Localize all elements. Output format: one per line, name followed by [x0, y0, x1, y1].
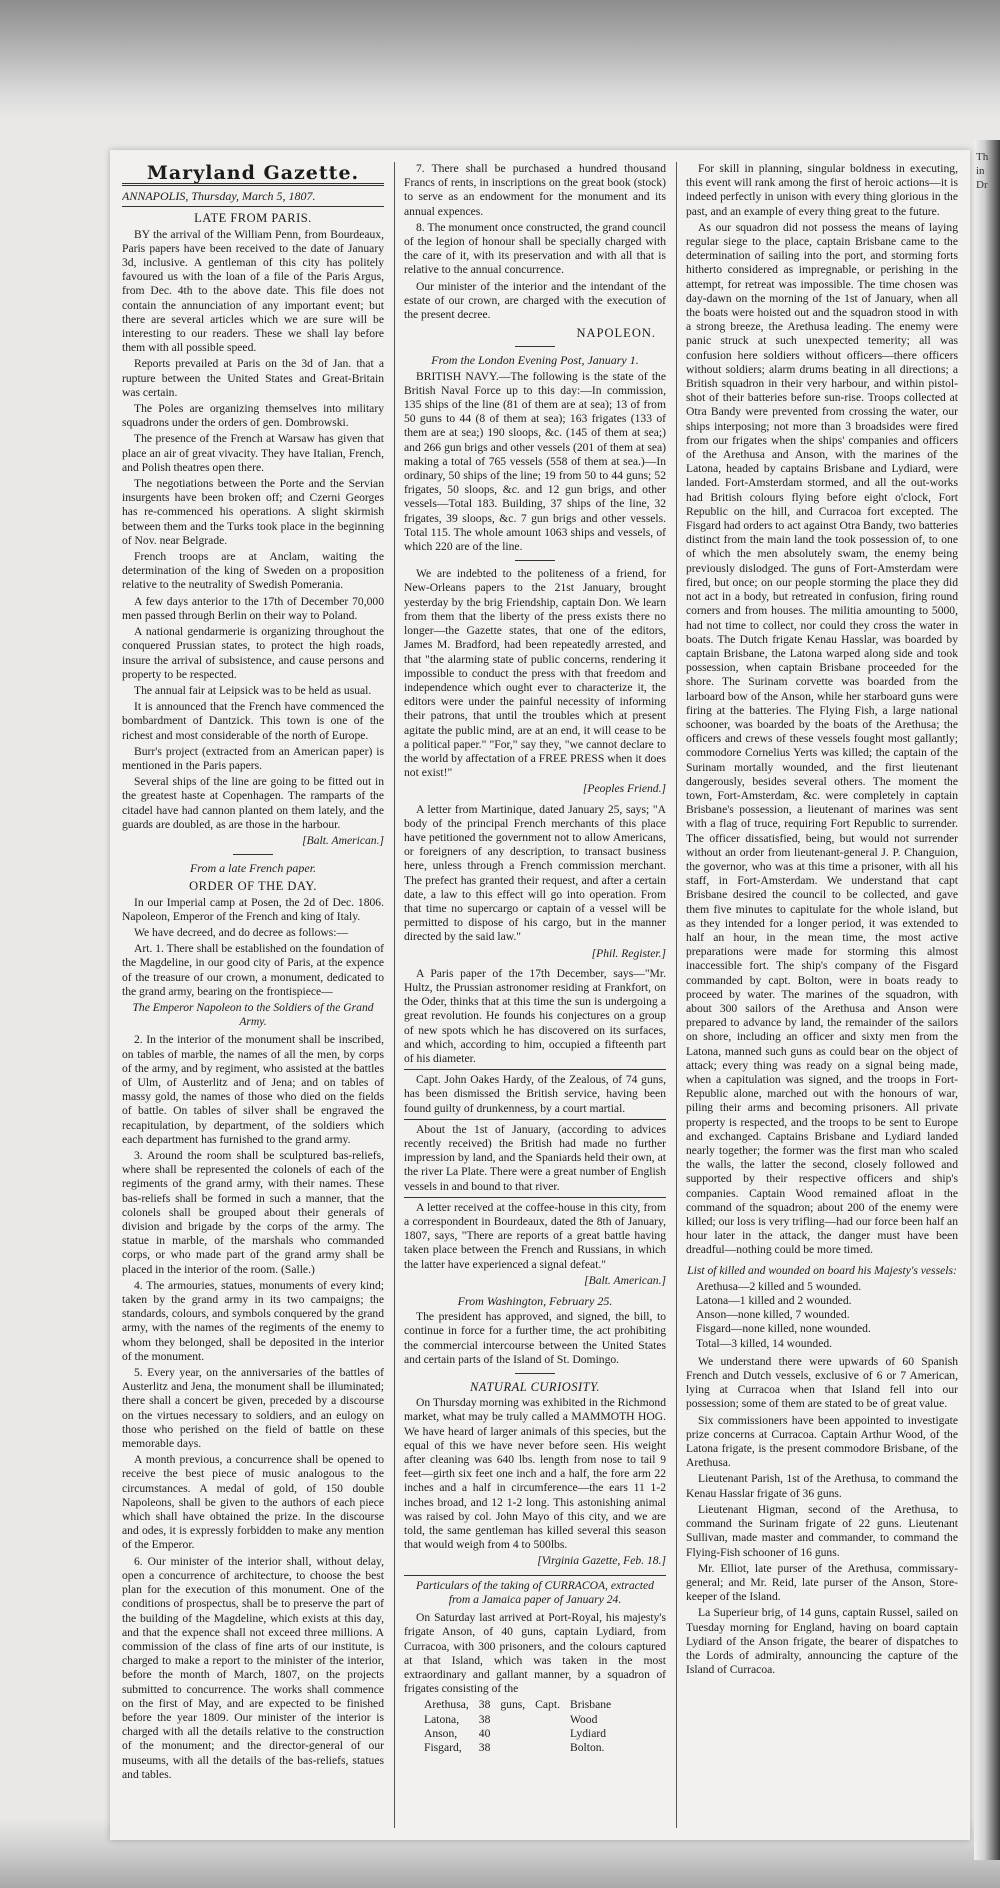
- ship-capt: Brisbane: [569, 1698, 612, 1712]
- paragraph: French troops are at Anclam, waiting the determination of the king of Sweden on a proposition relative to the neutrality of Swedish Pomerania.: [122, 550, 384, 592]
- source-phil-register: [Phil. Register.]: [591, 946, 666, 960]
- paragraph: As our squadron did not possess the means of laying regular siege to the place, captain Brisbane came to the determination of sailing into the port, and storming forts hitherto considered as impregnable, or perishing in the attempt, for retreat was impossible. The time chosen was day-dawn on the morning of the 1st of January, when all the boats were hoisted out and the squadron stood in with a strong breeze, the Arethusa leading. The enemy were panic struck at such unexpected temerity; all was confusion here soldiers without officers—there officers without soldiers; alarm drums beating in all directions; a British squadron in their very harbour, and within pistol-shot of their batteries before sun-rise. Troops collected at Otra Bandy were prevented from crossing the water, our ships interposing; not more than 3 broadsides were fired from our frigates when the ships' companies and officers of the Arethusa and Anson, with the marines of the Latona, headed by captains Brisbane and Lydiard, were landed. Fort-Amsterdam stormed, and all the out-works had British colours flying before eight o'clock, Fort Republic on the hill, and Curracoa fort excepted. The Fisgard had orders to act against Otra Bandy, two batteries distinct from the main land the took possession of, to one of which the men absolutely swam, the enemy being previously dislodged. The guns of Fort-Amsterdam were fired, but once; on our people storming the place they did not act in a body, but retreated in confusion, firing round corners and from houses. The militia amounting to 5000, had not time to collect, nor could they cross the water in boats. The Dutch frigate Kenau Hasslar, was boarded by captain Brisbane, the Latona warped along side and took possession, when captain Brisbane proceeded for the shore. The Surinam corvette was boarded from the larboard bow of the Anson, while her starboard guns were firing at the batteries. The Flying Fish, a large national schooner, was boarded by the boats of the Arethusa; the officers and crews of these vessels fought most gallantly; commodore Cornelius Yerts was killed; the captain of the Surinam mortally wounded, and the first lieutenant dangerously, besides several others. The moment the town, Fort-Amsterdam, &c. were completely in captain Brisbane's possession, a lieutenant of marines was sent with a flag of truce, requiring Fort Republic to surrender. The officer dissatisfied, being, but would not surrender without an order from lieutenant-general J. P. Changuion, the governor, who was at this time a prisoner, with all his staff, in Fort-Amsterdam. We understand that capt Brisbane desired the council to be collected, and gave them five minutes to capitulate for the whole island, but as they intended for a longer period, it was extended to half an hour, in the mean time, the most active preparations were made for storming this almost inaccessible fort. The ship's company of the Fisgard commanded by capt. Bolton, were in boats ready to proceed by water. The marines of the squadron, with about 300 sailors of the Arethusa and Anson were prepared to advance by land, the remainder of the sailors on shore, including an officer and sixty men from the Latona, manned such guns as could bear on the object of attack; every thing was ready on a signal being made, when a capitulation was signed, and the troops in Fort-Republic alone, marched out with the honours of war, piling their arms and becoming prisoners. All private property is respected, and the troops to be sent to Europe and exchanged. Captains Brisbane and Lydiard landed nearly together; the former was the first man who scaled the walls, the latter the second, closely followed and supported by their respective officers and ship's companies. Captain Wood remained afloat in the command of the squadron; about 200 of the enemy were killed; our loss is very trifling—had our force been half an hour later in the attack, the danger must have been dreadful—nothing could be more timed.: [686, 220, 958, 1257]
- paragraph: The Poles are organizing themselves into military squadrons under the orders of gen. Dombrowski.: [122, 402, 384, 430]
- ship-name: Anson,: [424, 1726, 458, 1740]
- paragraph: 2. In the interior of the monument shall be inscribed, on tables of marble, the names of all the men, by corps of the army, and by regiment, who assisted at the battles of Ulm, of Austerlitz and of Jena; and on tables of massy gold, the names of those who died on the fields of battle. On tables of silver shall be engraved the recapitulation, by department, of the soldiers which each department has furnished to the grand army.: [122, 1033, 384, 1146]
- heading-late-from-paris: LATE FROM PARIS.: [194, 211, 312, 226]
- adjacent-page-edge: [974, 140, 1000, 1860]
- heading-natural-curiosity: NATURAL CURIOSITY.: [469, 1380, 601, 1395]
- order-article: [122, 896, 384, 999]
- ship-guns: 38: [478, 1698, 491, 1712]
- divider: [515, 346, 555, 347]
- heading-washington: From Washington, February 25.: [457, 1294, 613, 1309]
- martinique-article: [404, 803, 666, 945]
- divider: [515, 560, 555, 561]
- source-peoples-friend: [Peoples Friend.]: [582, 782, 666, 796]
- ship-row: [424, 1698, 621, 1712]
- ship-name: Fisgard,: [424, 1740, 462, 1754]
- paragraph: A national gendarmerie is organizing throughout the conquered Prussian states, to protect the high roads, insure the arrival of subsistence, and cause persons and property to be respected.: [122, 625, 384, 681]
- paragraph: 6. Our minister of the interior shall, without delay, open a concurrence of architecture, to choose the best plan for the execution of this monument. One of the conditions of prospectus, shall be to preserve the part of the building of the Magdeline, which exists at this day, and that the expence shall not exceed three millions. A commission of the class of fine arts of our institute, is charged to make a report to the minister of the interior, before the month of March, 1807, on the projects submitted to concurrence. The works shall commence on the first of May, and are expected to be finished before the year 1809. Our minister of the interior is charged with all the details relative to the construction of the monument; and the director-general of our museums, with all the details of the bas-reliefs, statues and tables.: [122, 1554, 384, 1781]
- british-navy-article: [404, 370, 666, 555]
- casualty-item: Fisgard—none killed, none wounded.: [696, 1322, 871, 1336]
- masthead: Maryland Gazette.: [146, 162, 360, 184]
- divider: [515, 1373, 555, 1374]
- squadron-table: [424, 1698, 621, 1755]
- paragraph: 8. The monument once constructed, the grand council of the legion of honour shall be specially charged with the care of it, with its preservation and with all that is relative to the annual concurrence.: [404, 220, 666, 277]
- ship-name: Latona,: [424, 1712, 460, 1726]
- column-rule-2: [676, 162, 677, 1828]
- column-rule-1: [394, 162, 395, 1828]
- paragraph: BRITISH NAVY.—The following is the state of the British Naval Force up to this day:—In commission, 135 ships of the line (81 of them are at sea); 13 of from 50 guns to 44 (8 of them at sea); 163 frigates (133 of them are at sea;) 190 sloops, &c. (145 of them at sea;) and 266 gun brigs and other vessels (201 of them at sea) making a total of 765 vessels (558 of them at sea.)—In ordinary, 50 ships of the line; 19 from 50 to 44 guns; 52 frigates, 50 sloops, &c. and 12 gun brigs, and other vessels—Total 183. Building, 37 ships of the line, 32 frigates, 39 sloops, &c. 7 gun brigs and other vessels. Total 115. The whole amount 1063 ships and vessels, of which 220 are of the line.: [404, 369, 666, 554]
- paragraph: BY the arrival of the William Penn, from Bourdeaux, Paris papers have been received to the date of January 3d, inclusive. A gentleman of this city has politely favoured us with the loan of a file of the Paris Argus, from Dec. 4th to the above date. This file does not contain the annunciation of any important event; but there are several articles which we are sure will be interesting to our readers. These we shall lay before them with all possible speed.: [122, 227, 384, 355]
- adjacent-page-text: Th in Dr: [976, 151, 989, 191]
- ship-cap: [535, 1741, 570, 1755]
- paragraph: On Saturday last arrived at Port-Royal, his majesty's frigate Anson, of 40 guns, captain Lydiard, from Curracoa, with 300 prisoners, and the colours captured at that Island, which was taken in the most extraordinary and gallant manner, by a squadron of frigates consisting of the: [404, 1611, 666, 1696]
- divider: [404, 1575, 666, 1576]
- ship-guns: 38: [478, 1740, 491, 1754]
- paragraph: Lieutenant Parish, 1st of the Arethusa, to command the Kenau Hasslar frigate of 36 guns.: [686, 1472, 958, 1500]
- dateline: ANNAPOLIS, Thursday, March 5, 1807.: [122, 189, 316, 204]
- paragraph: 5. Every year, on the anniversaries of the battles of Austerlitz and Jena, the monument shall be illuminated; there shall a concert be given, preceded by a discourse on the virtues necessary to soldiers, and an eulogy on those who perished on the field of battle on these memorable days.: [122, 1366, 384, 1451]
- paragraph: It is announced that the French have commenced the bombardment of Dantzick. This town is one of the richest and most considerable of the north of Europe.: [122, 700, 384, 742]
- hardy-article: [404, 1073, 666, 1116]
- astronomer-article: [404, 967, 666, 1066]
- divider: [233, 854, 273, 855]
- paragraph: Several ships of the line are going to be fitted out in the greatest haste at Copenhagen. The ramparts of the citadel have had cannon planted on them lately, and the guards are doubled, as are those in the harbour.: [122, 775, 384, 831]
- heading-order-of-day: ORDER OF THE DAY.: [189, 879, 317, 894]
- paragraph: We have decreed, and do decree as follows:—: [134, 925, 349, 939]
- heading-french-paper: From a late French paper.: [189, 861, 317, 876]
- frontispiece-text: The Emperor Napoleon to the Soldiers of the Grand Army.: [132, 1000, 374, 1029]
- ship-unit: guns,: [500, 1698, 526, 1712]
- coffee-house-article: [404, 1201, 666, 1272]
- paragraph: Burr's project (extracted from an American paper) is mentioned in the Paris papers.: [122, 744, 384, 772]
- order-article-end: [404, 162, 666, 322]
- ship-unit: [500, 1727, 535, 1741]
- source-balt-american-2: [Balt. American.]: [584, 1273, 666, 1287]
- ship-capt: Wood: [569, 1712, 598, 1726]
- ship-unit: [500, 1713, 535, 1727]
- source-balt-american: [Balt. American.]: [302, 833, 384, 847]
- ship-cap: [535, 1727, 570, 1741]
- ship-row: [424, 1727, 621, 1741]
- dateline-rule: [122, 206, 384, 207]
- scan-top-shadow: [0, 0, 1000, 120]
- paragraph: Six commissioners have been appointed to investigate prize concerns at Curracoa. Captain Arthur Wood, of the Latona frigate, is the present commodore Brisbane, of the Arethusa.: [686, 1413, 958, 1470]
- paragraph: We are indebted to the politeness of a friend, for New-Orleans papers to the 21st January, brought yesterday by the brig Friendship, captain Don. We learn from them that the liberty of the press exists there no longer—the Gazette states, that one of the editors, James M. Bradford, had been repeatedly arrested, and that "the alarming state of public concerns, rendering it impossible to conduct the press with that freedom and independence which ought ever to characterize it, the editors were under the painful necessity of informing their patrons, that until the troubles which at present agitate the public mind, are at an end, it will cease to be a political paper." "For," say they, "we cannot declare to the world by affectation of a FREE PRESS when it does not exist!": [404, 567, 666, 780]
- ship-cap: Capt.: [535, 1698, 560, 1712]
- paragraph: A letter from Martinique, dated January 25, says; "A body of the principal French merchants of this place have petitioned the government not to allow Americans, or foreigners of any description, to transact business here, unless through a French commission merchant. The prefect has granted their request, and after a certain date, a law to this effect will go into operation. From that time no supercargo or captain of a vessel will be permitted to dispose of his cargo, but in the manner directed by the said law.": [404, 802, 666, 944]
- curracoa-article-end: [686, 1355, 958, 1677]
- casualty-item: Anson—none killed, 7 wounded.: [696, 1308, 850, 1322]
- order-article-continued: [122, 1033, 384, 1782]
- paragraph: A letter received at the coffee-house in this city, from a correspondent in Bourdeaux, dated the 8th of January, 1807, says, "There are reports of a great battle having taken place between the French and Russians, in which the latter have experienced a signal defeat.": [404, 1200, 666, 1271]
- paragraph: Lieutenant Higman, second of the Arethusa, to command the Surinam frigate of 22 guns. Lieutenant Sullivan, made master and commander, to command the Flying-Fish schooner of 16 guns.: [686, 1502, 958, 1559]
- ship-name: Arethusa,: [424, 1698, 469, 1712]
- divider: [404, 1119, 666, 1120]
- divider: [404, 1197, 666, 1198]
- casualty-item: Latona—1 killed and 2 wounded.: [696, 1294, 852, 1308]
- column-1: [122, 162, 384, 1828]
- divider: [404, 1069, 666, 1070]
- paragraph: The presence of the French at Warsaw has given that place an air of great vivacity. They have Italian, French, and Polish theatres open there.: [122, 432, 384, 474]
- signature-napoleon: NAPOLEON.: [576, 326, 656, 341]
- paris-article: [122, 228, 384, 832]
- paragraph: Mr. Elliot, late purser of the Arethusa, commissary-general; and Mr. Reid, late purser of the Anson, Store-keeper of the Island.: [686, 1561, 958, 1604]
- source-virginia-gazette: [Virginia Gazette, Feb. 18.]: [537, 1554, 666, 1568]
- ship-row: [424, 1713, 621, 1727]
- washington-article: [404, 1310, 666, 1367]
- casualty-list-heading: List of killed and wounded on board his Majesty's vessels:: [687, 1263, 957, 1277]
- casualty-item: Total—3 killed, 14 wounded.: [696, 1336, 833, 1350]
- paragraph: Our minister of the interior and the intendant of the estate of our crown, are charged with the execution of the present decree.: [404, 279, 666, 322]
- paragraph: For skill in planning, singular boldness in executing, this event will rank among the first of heroic actions—it is indeed perfectly in unison with every thing glorious in the past, and an example of every thing great to the future.: [686, 162, 958, 218]
- heading-london-post: From the London Evening Post, January 1.: [431, 353, 639, 368]
- paragraph: About the 1st of January, (according to advices recently received) the British had made no further impression by land, and the Spaniards held their own, at the river La Plate. There were a great number of English vessels in and bound to that river.: [404, 1122, 666, 1193]
- columns: [122, 162, 958, 1828]
- la-plata-article: [404, 1123, 666, 1194]
- casualty-list: [696, 1280, 958, 1351]
- paragraph: The annual fair at Leipsick was to be held as usual.: [134, 683, 372, 697]
- paragraph: A few days anterior to the 17th of December 70,000 men passed through Berlin on their way to Poland.: [122, 594, 384, 622]
- paragraph: La Superieur brig, of 14 guns, captain Russel, sailed on Tuesday morning for England, having on board captain Lydiard of the Anson frigate, the bearer of dispatches to the Lords of admiralty, announcing the capture of the Island of Curracoa.: [686, 1606, 958, 1677]
- newspaper-page: [110, 150, 970, 1840]
- ship-capt: Lydiard: [569, 1726, 607, 1740]
- paragraph: 4. The armouries, statues, monuments of every kind; taken by the grand army in its two campaigns; the standards, colours, and symbols conquered by the grand army, with the names of the regiments of the enemy to whom they belonged, shall be deposited in the interior of the monument.: [122, 1278, 384, 1363]
- ship-unit: [500, 1741, 535, 1755]
- paragraph: In our Imperial camp at Posen, the 2d of Dec. 1806. Napoleon, Emperor of the French and king of Italy.: [122, 895, 384, 923]
- paragraph: Art. 1. There shall be established on the foundation of the Magdeline, in our good city of Paris, at the expence of the treasure of our crown, a monument, dedicated to the grand army, bearing on the frontispiece—: [122, 942, 384, 998]
- paragraph: A month previous, a concurrence shall be opened to receive the best piece of music analogous to the circumstances. A medal of gold, of 150 double Napoleons, shall be given to the authors of each piece which shall have obtained the prize. In the discourse and odes, it is expressly forbidden to make any mention of the Emperor.: [122, 1453, 384, 1552]
- new-orleans-article: [404, 567, 666, 780]
- paragraph: A Paris paper of the 17th December, says—"Mr. Hultz, the Prussian astronomer residing at Frankfort, on the Oder, thinks that at this time the sun is undergoing a great revolution. He founds his conjectures on a group of new spots which he has discovered on its surfaces, and which, according to him, occupied a fifteenth part of his diameter.: [404, 966, 666, 1065]
- paragraph: We understand there were upwards of 60 Spanish French and Dutch vessels, exclusive of 6 or 7 American, lying at Curracoa when that Island fell into our possession; some of them are stated to be of great value.: [686, 1354, 958, 1411]
- ship-capt: Bolton.: [569, 1740, 605, 1754]
- ship-guns: 40: [478, 1726, 491, 1740]
- curracoa-article-continued: [686, 162, 958, 1258]
- paragraph: 7. There shall be purchased a hundred thousand Francs of rents, in inscriptions on the great book (stock) to serve as an endowment for the monument and its annual expences.: [404, 162, 666, 218]
- paragraph: The president has approved, and signed, the bill, to continue in force for a further time, the act prohibiting the commercial intercourse between the United States and certain parts of the Island of St. Domingo.: [404, 1310, 666, 1366]
- paragraph: Capt. John Oakes Hardy, of the Zealous, of 74 guns, has been dismissed the British service, having been found guilty of drunkenness, by a court martial.: [404, 1073, 666, 1115]
- ship-cap: [535, 1713, 570, 1727]
- paragraph: Reports prevailed at Paris on the 3d of Jan. that a rupture between the United States and Great-Britain was certain.: [122, 357, 384, 399]
- ship-guns: 38: [478, 1712, 491, 1726]
- heading-curracoa: Particulars of the taking of CURRACOA, extracted from a Jamaica paper of January 24.: [416, 1578, 654, 1606]
- paragraph: 3. Around the room shall be sculptured bas-reliefs, where shall be represented the colonels of each of the regiments of the grand army, with their names. These bas-reliefs shall be formed in such a manner, that the colonels shall be grouped about their generals of division and brigade by the corps of the army. The statue in marble, of the marshals who commanded corps, or who made part of the grand army shall be placed in the interior of the room. (Salle.): [122, 1149, 384, 1276]
- curracoa-article: [404, 1611, 666, 1696]
- ship-row: [424, 1741, 621, 1755]
- column-2: [404, 162, 666, 1828]
- curiosity-article: [404, 1396, 666, 1552]
- column-3: [686, 162, 958, 1828]
- casualty-item: Arethusa—2 killed and 5 wounded.: [696, 1279, 862, 1293]
- paragraph: The negotiations between the Porte and the Servian insurgents have been broken off; and Czerni Georges has re-commenced his operations. A slight skirmish between them and the Turks took place in the beginning of Nov. near Belgrade.: [122, 477, 384, 547]
- paragraph: On Thursday morning was exhibited in the Richmond market, what may be truly called a MAMMOTH HOG. We have heard of larger animals of this species, but the equal of this we have never before seen. His weight after cleaning was 640 lbs. length from nose to tail 9 feet—girth six feet one inch and a half, the fore arm 22 inches and a half in circumference—the ears 11 1-2 inches broad, and 12 1-2 long. This astonishing animal was raised by col. John Mayo of this city, and we are told, the same gentleman has killed several this season that would weigh from 4 to 500lbs.: [404, 1396, 666, 1552]
